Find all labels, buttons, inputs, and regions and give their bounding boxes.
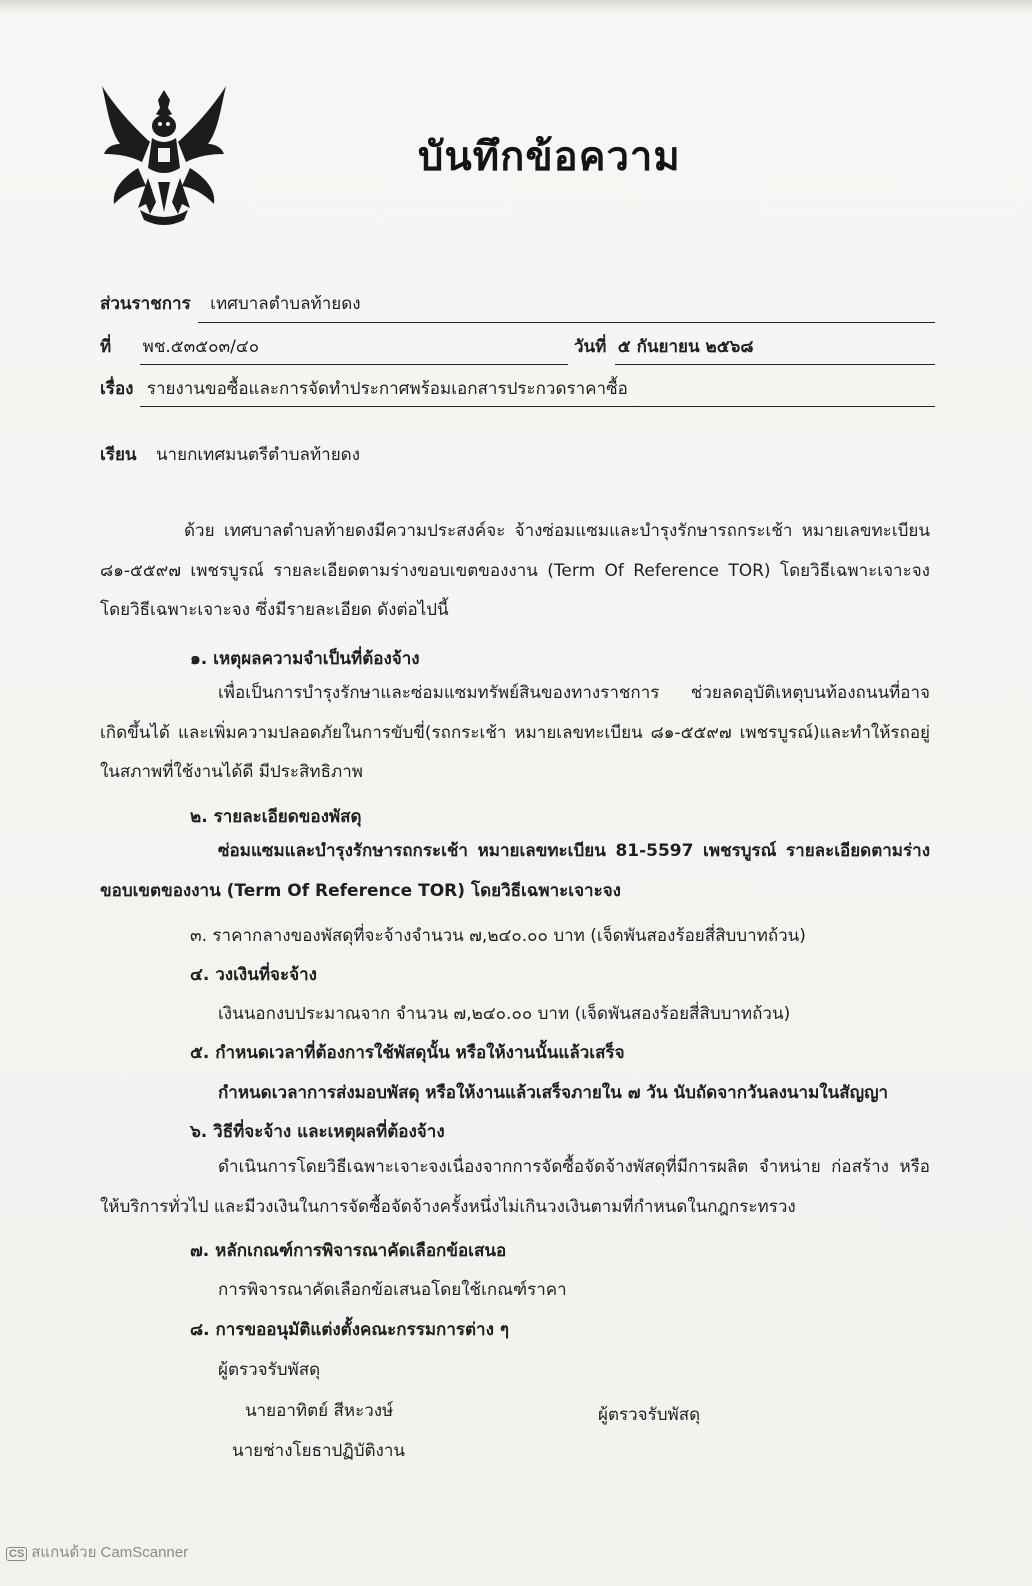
subject-underline bbox=[140, 406, 935, 407]
section-4-body: เงินนอกงบประมาณจาก จำนวน ๗,๒๔๐.๐๐ บาท (เจ็ดพันสองร้อยสี่สิบบาทถ้วน) bbox=[218, 1004, 791, 1024]
section-3-line: ๓. ราคากลางของพัสดุที่จะจ้างจำนวน ๗,๒๔๐.๐๐ บาท (เจ็ดพันสองร้อยสี่สิบบาทถ้วน) bbox=[190, 926, 806, 946]
camscanner-logo-icon: CS bbox=[6, 1547, 27, 1561]
section-6-body bbox=[100, 1148, 930, 1227]
to-label: เรียน bbox=[100, 445, 137, 465]
section-5-heading: ๕. กำหนดเวลาที่ต้องการใช้พัสดุนั้น หรือให้งานนั้นแล้วเสร็จ bbox=[190, 1043, 625, 1063]
section-6-text: ดำเนินการโดยวิธีเฉพาะเจาะจงเนื่องจากการจัดซื้อจัดจ้างพัสดุที่มีการผลิต จำหน่าย ก่อสร้าง หรือให้บริการทั่วไป และมีวงเงินในการจัดซื้อจัดจ้างครั้งหนึ่งไม่เกินวงเงินตามที่กำหนดในกฎกระทรวง bbox=[100, 1157, 930, 1217]
intro-paragraph bbox=[100, 512, 930, 631]
section-2-heading: ๒. รายละเอียดของพัสดุ bbox=[190, 807, 362, 827]
section-7-heading: ๗. หลักเกณฑ์การพิจารณาคัดเลือกข้อเสนอ bbox=[190, 1241, 507, 1261]
date-label: วันที่ bbox=[574, 337, 607, 357]
subject-value: รายงานขอซื้อและการจัดทำประกาศพร้อมเอกสารประกวดราคาซื้อ bbox=[146, 379, 628, 399]
date-row bbox=[574, 333, 753, 360]
intro-text: ด้วย เทศบาลตำบลท้ายดงมีความประสงค์จะ จ้างซ่อมแซมและบำรุงรักษารถกระเช้า หมายเลขทะเบียน ๘๑-๕๕๙๗ เพชรบูรณ์ รายละเอียดตามร่างขอบเขตของงาน (Term Of Reference TOR) โดยวิธีเฉพาะเจาะจง โดยวิธีเฉพาะเจาะจง ซึ่งมีรายละเอียด ดังต่อไปนี้ bbox=[100, 521, 930, 620]
agency-row bbox=[100, 290, 361, 317]
camscanner-watermark bbox=[6, 1540, 188, 1564]
ref-underline bbox=[140, 364, 568, 365]
to-row bbox=[100, 441, 360, 468]
section-2-text: ซ่อมแซมและบำรุงรักษารถกระเช้า หมายเลขทะเบียน 81-5597 เพชรบูรณ์ รายละเอียดตามร่างขอบเขตของงาน (Term Of Reference TOR) โดยวิธีเฉพาะเจาะจง bbox=[100, 841, 930, 901]
date-value: ๕ กันยายน ๒๕๖๘ bbox=[617, 337, 754, 357]
agency-underline bbox=[198, 322, 935, 323]
to-value: นายกเทศมนตรีตำบลท้ายดง bbox=[155, 445, 361, 465]
agency-label: ส่วนราชการ bbox=[100, 294, 191, 314]
section-1-heading: ๑. เหตุผลความจำเป็นที่ต้องจ้าง bbox=[190, 649, 420, 669]
ref-row bbox=[100, 333, 259, 360]
committee-member-position: นายช่างโยธาปฏิบัติงาน bbox=[232, 1441, 406, 1461]
subject-label: เรื่อง bbox=[100, 379, 134, 399]
garuda-emblem-icon bbox=[98, 82, 230, 232]
agency-value: เทศบาลตำบลท้ายดง bbox=[210, 294, 361, 314]
camscanner-text: สแกนด้วย CamScanner bbox=[31, 1544, 189, 1561]
section-6-heading: ๖. วิธีที่จะจ้าง และเหตุผลที่ต้องจ้าง bbox=[190, 1122, 445, 1142]
section-4-heading: ๔. วงเงินที่จะจ้าง bbox=[190, 965, 317, 985]
committee-role: ผู้ตรวจรับพัสดุ bbox=[598, 1405, 701, 1425]
committee-member-name: นายอาทิตย์ สีหะวงษ์ bbox=[245, 1401, 394, 1421]
section-8-heading: ๘. การขออนุมัติแต่งตั้งคณะกรรมการต่าง ๆ bbox=[190, 1320, 509, 1340]
section-1-text: เพื่อเป็นการบำรุงรักษาและซ่อมแซมทรัพย์สินของทางราชการ ช่วยลดอุบัติเหตุบนท้องถนนที่อาจเกิดขึ้นได้ และเพิ่มความปลอดภัยในการขับขี่(รถกระเช้า หมายเลขทะเบียน ๘๑-๕๕๙๗ เพชรบูรณ์)และทำให้รถอยู่ในสภาพที่ใช้งานได้ดี มีประสิทธิภาพ bbox=[100, 683, 930, 782]
scan-top-edge bbox=[0, 0, 1032, 14]
section-5-body: กำหนดเวลาการส่งมอบพัสดุ หรือให้งานแล้วเสร็จภายใน ๗ วัน นับถัดจากวันลงนามในสัญญา bbox=[218, 1083, 889, 1103]
section-7-body: การพิจารณาคัดเลือกข้อเสนอโดยใช้เกณฑ์ราคา bbox=[218, 1280, 567, 1300]
ref-label: ที่ bbox=[100, 337, 112, 357]
ref-value: พช.๕๓๕๐๓/๔๐ bbox=[142, 337, 260, 357]
memo-title: บันทึกข้อความ bbox=[418, 134, 681, 180]
section-1-body bbox=[100, 674, 930, 793]
subject-row bbox=[100, 375, 628, 402]
date-underline bbox=[615, 364, 935, 365]
section-8-subheading: ผู้ตรวจรับพัสดุ bbox=[218, 1360, 321, 1380]
section-2-body bbox=[100, 832, 930, 911]
